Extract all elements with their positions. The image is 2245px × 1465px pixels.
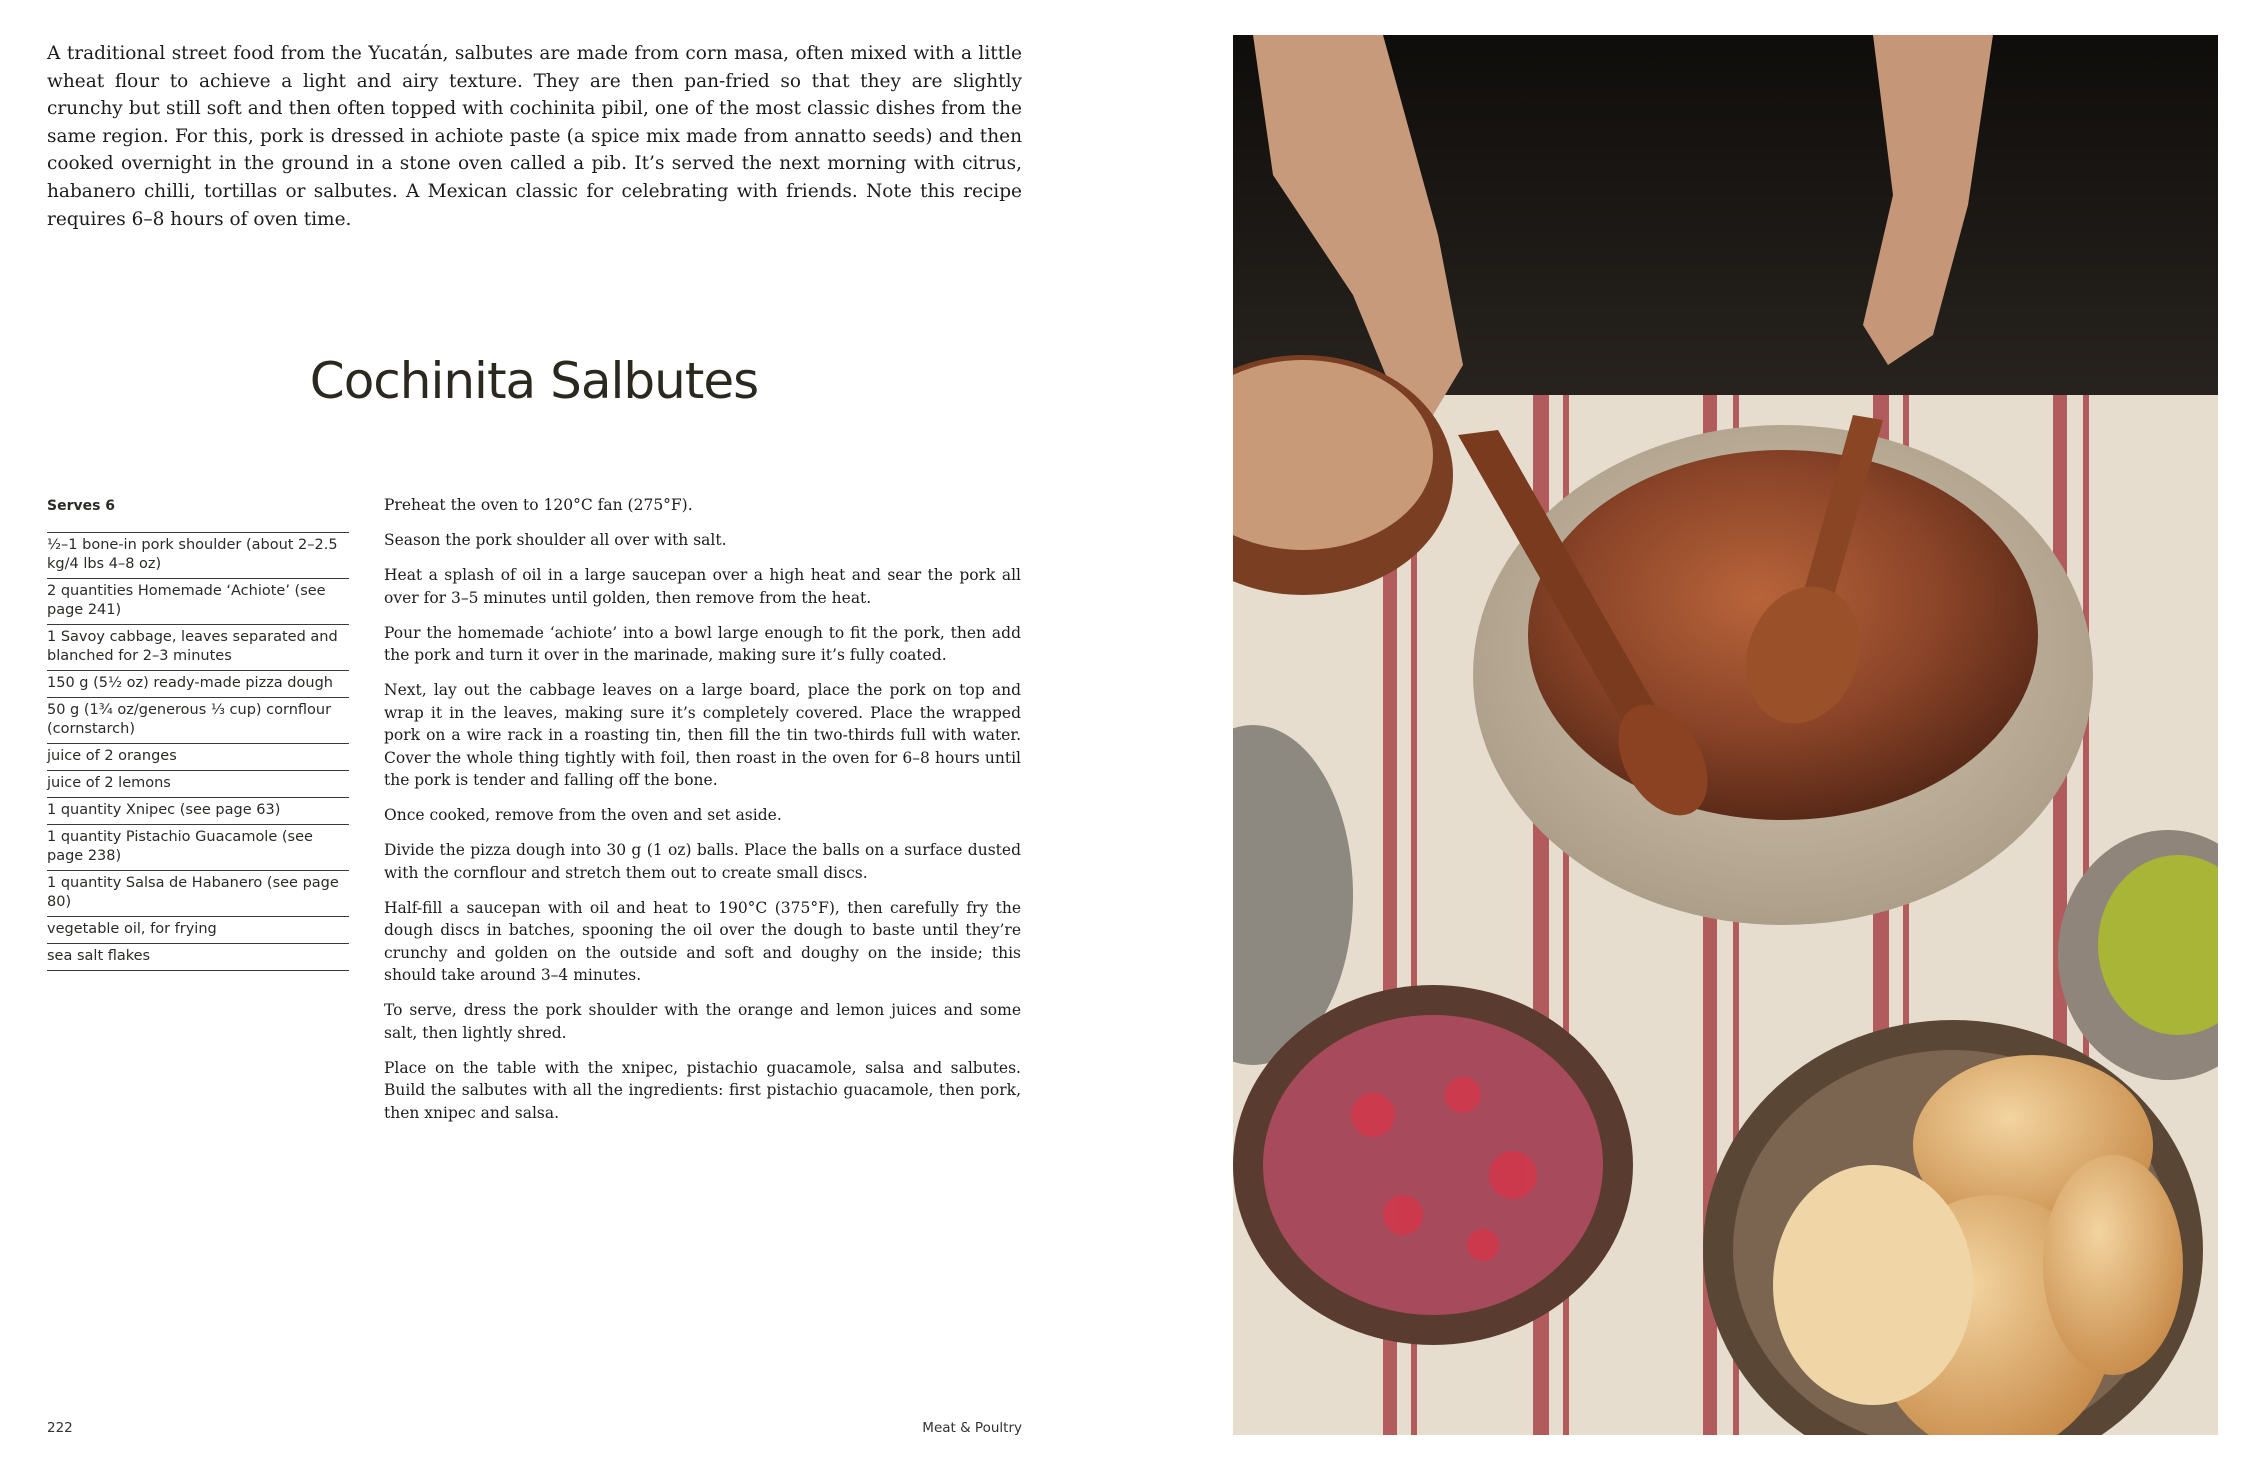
method-step: Next, lay out the cabbage leaves on a large board, place the pork on top and wrap it in the leaves, making sure it’s completely covered. Place the wrapped pork on a wire rack in a roasting tin, then fill the tin two-thirds full with water. Cover the whole thing tightly with foil, then roast in the oven for 6–8 hours until the pork is tender and falling off the bone. [384, 681, 1021, 789]
method-step: Divide the pizza dough into 30 g (1 oz) balls. Place the balls on a surface dusted with the cornflour and stretch them out to create small discs. [384, 841, 1021, 882]
method-step: Heat a splash of oil in a large saucepan over a high heat and sear the pork all over for 3–5 minutes until golden, then remove from the heat. [384, 566, 1021, 607]
ingredient-item: ½–1 bone-in pork shoulder (about 2–2.5 kg/4 lbs 4–8 oz) [47, 533, 349, 579]
method-step: Once cooked, remove from the oven and set aside. [384, 806, 782, 824]
method-step: Pour the homemade ‘achiote’ into a bowl large enough to fit the pork, then add the pork and turn it over in the marinade, making sure it’s fully coated. [384, 623, 1021, 664]
recipe-title: Cochinita Salbutes [309, 352, 759, 410]
ingredient-item: 1 quantity Salsa de Habanero (see page 80) [47, 871, 349, 917]
ingredient-item: 1 quantity Xnipec (see page 63) [47, 798, 349, 825]
serves-label: Serves 6 [47, 498, 116, 514]
ingredients-panel [47, 498, 349, 971]
ingredient-item: juice of 2 oranges [47, 744, 349, 771]
ingredient-item: juice of 2 lemons [47, 771, 349, 798]
intro-paragraph: A traditional street food from the Yucatán, salbutes are made from corn masa, often mixed with a little wheat flour to achieve a light and airy texture. They are then pan-fried so that they are slightly crunchy but still soft and then often topped with cochinita pibil, one of the most classic dishes from the same region. For this, pork is dressed in achiote paste (a spice mix made from annatto seeds) and then cooked overnight in the ground in a stone oven called a pib. It’s served the next morning with citrus, habanero chilli, tortillas or salbutes. A Mexican classic for celebrating with friends. Note this recipe requires 6–8 hours of oven time. [47, 43, 1022, 230]
method-steps [384, 494, 1021, 1137]
section-name: Meat & Poultry [922, 1420, 1022, 1436]
method-step: Place on the table with the xnipec, pistachio guacamole, salsa and salbutes. Build the salbutes with all the ingredients: first pistachio guacamole, then pork, then xnipec and salsa. [384, 1058, 1021, 1122]
method-step: Half-fill a saucepan with oil and heat to 190°C (375°F), then carefully fry the dough discs in batches, spooning the oil over the dough to baste until they’re crunchy and golden on the outside and soft and doughy on the inside; this should take around 3–4 minutes. [384, 898, 1021, 984]
method-step: Season the pork shoulder all over with salt. [384, 531, 727, 549]
ingredient-item: 2 quantities Homemade ‘Achiote’ (see page 241) [47, 579, 349, 625]
ingredient-item: sea salt flakes [47, 944, 349, 971]
ingredient-item: 150 g (5½ oz) ready-made pizza dough [47, 671, 349, 698]
ingredient-item: 50 g (1¾ oz/generous ⅓ cup) cornflour (cornstarch) [47, 698, 349, 744]
ingredient-item: 1 quantity Pistachio Guacamole (see page 238) [47, 825, 349, 871]
method-step: To serve, dress the pork shoulder with the orange and lemon juices and some salt, then lightly shred. [384, 1001, 1021, 1042]
food-photo [1233, 35, 2218, 1435]
ingredient-item: vegetable oil, for frying [47, 917, 349, 944]
method-step: Preheat the oven to 120°C fan (275°F). [384, 496, 693, 514]
ingredient-item: 1 Savoy cabbage, leaves separated and blanched for 2–3 minutes [47, 625, 349, 671]
ingredient-list [47, 532, 349, 971]
page-number: 222 [47, 1420, 73, 1436]
